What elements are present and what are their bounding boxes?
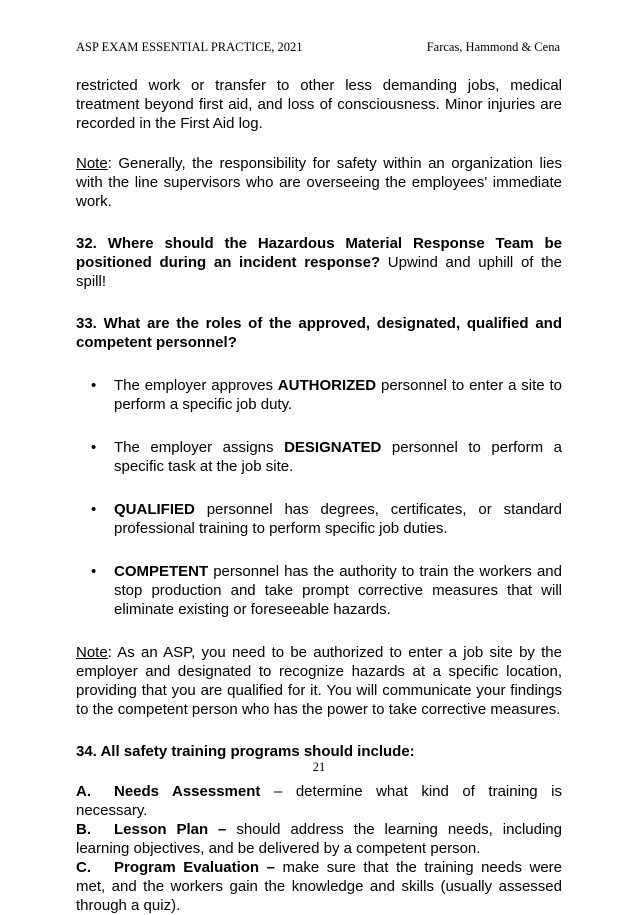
note-text: : As an ASP, you need to be authorized to enter a job site by the employer and designated to recognize hazards at a specific location, providing that you are qualified for it. You will communicate your findings to the competent person who has the power to take corrective measures. bbox=[76, 644, 562, 718]
item-text: make sure that the training needs were met, and the workers gain the knowledge and skills (usually assessed through a quiz). bbox=[76, 859, 562, 914]
bullet-icon: • bbox=[91, 501, 97, 518]
item-title: Needs Assessment bbox=[114, 783, 261, 800]
question-32-text: 32. Where should the Hazardous Material Response Team be positioned during an incident response? bbox=[76, 235, 562, 271]
note-label: Note bbox=[76, 155, 108, 172]
header-authors: Farcas, Hammond & Cena bbox=[426, 40, 560, 54]
continued-paragraph: restricted work or transfer to other less demanding jobs, medical treatment beyond first aid, and loss of consciousness. Minor injuries are recorded in the First Aid log. bbox=[76, 77, 562, 132]
personnel-roles-list bbox=[76, 376, 562, 619]
question-34-text: 34. All safety training programs should include: bbox=[76, 743, 415, 760]
list-item: • QUALIFIED personnel has degrees, certificates, or standard professional training to perform specific job duties. bbox=[91, 501, 562, 537]
question-33-text: 33. What are the roles of the approved, designated, qualified and competent personnel? bbox=[76, 315, 562, 351]
list-item bbox=[76, 858, 562, 915]
item-title: Program Evaluation – bbox=[114, 859, 275, 876]
list-item: • The employer assigns DESIGNATED personnel to perform a specific task at the job site. bbox=[91, 439, 562, 475]
bullet-icon: • bbox=[91, 439, 97, 456]
item-title: Lesson Plan – bbox=[114, 821, 227, 838]
note-asp bbox=[76, 643, 562, 719]
question-32 bbox=[76, 234, 562, 291]
item-text: should address the learning needs, including learning objectives, and be delivered by a competent person. bbox=[76, 821, 562, 857]
page-content bbox=[76, 76, 562, 915]
bullet-icon: • bbox=[91, 377, 97, 394]
bullet-icon: • bbox=[91, 563, 97, 580]
question-32-answer: Upwind and uphill of the spill! bbox=[76, 254, 562, 290]
item-letter: A. bbox=[76, 783, 91, 800]
item-text: – determine what kind of training is necessary. bbox=[76, 783, 563, 819]
note-supervisors bbox=[76, 154, 562, 211]
list-item: • The employer approves AUTHORIZED personnel to enter a site to perform a specific job duty. bbox=[91, 377, 562, 413]
question-33 bbox=[76, 314, 562, 352]
note-label: Note bbox=[76, 644, 108, 661]
list-item bbox=[76, 782, 562, 820]
question-34 bbox=[76, 742, 562, 761]
header-title: ASP EXAM ESSENTIAL PRACTICE, 2021 bbox=[76, 40, 303, 54]
page-number: 21 bbox=[312, 760, 326, 774]
note-text: : Generally, the responsibility for safety within an organization lies with the line supervisors who are overseeing the employees' immediate work. bbox=[76, 155, 562, 210]
list-item: • COMPETENT personnel has the authority to train the workers and stop production and take prompt corrective measures that will eliminate existing or foreseeable hazards. bbox=[91, 563, 562, 618]
item-letter: C. bbox=[76, 859, 91, 876]
training-components-list bbox=[76, 782, 562, 915]
item-letter: B. bbox=[76, 821, 91, 838]
